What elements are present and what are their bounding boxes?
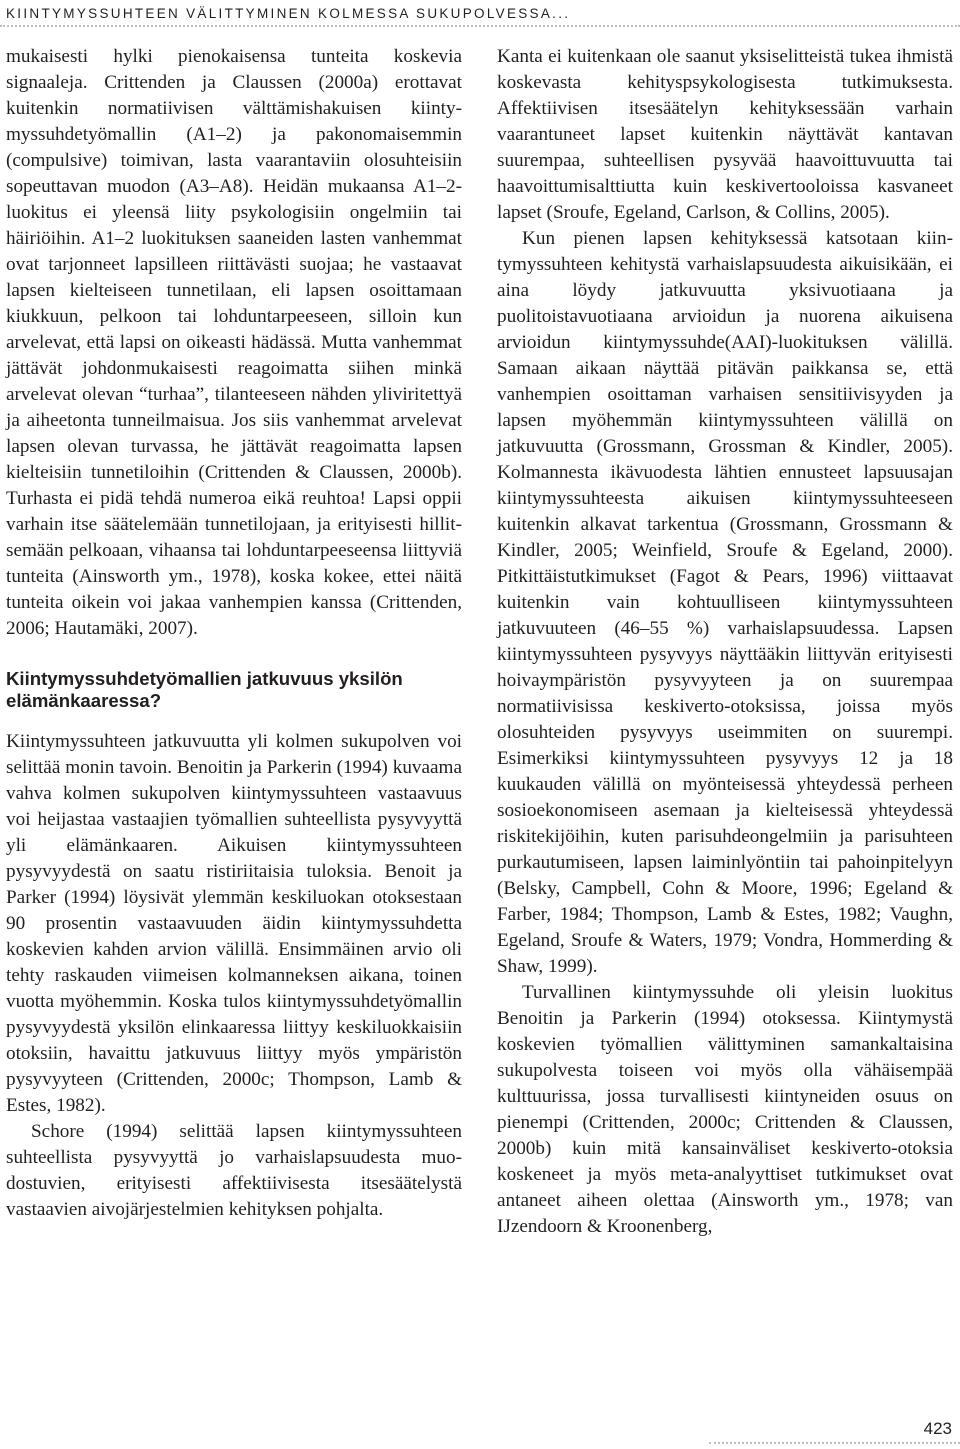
section-heading: Kiintymyssuhdetyömallien jatkuvuus yksilön elämänkaaressa? (6, 668, 403, 711)
running-head: KIINTYMYSSUHTEEN VÄLITTYMINEN KOLMESSA SUKUPOLVESSA... (6, 6, 571, 21)
left-column (6, 44, 462, 1223)
footer-divider (709, 1442, 960, 1444)
left-paragraph-1: mukaisesti hylki pienokaisensa tunteita koskevia signaaleja. Crittenden ja Claussen (2000a) erottavat kuitenkin normatiivisen välttämishakuisen kiintymyssuhdetyömallin (A1–2) ja pakonomaisemmin (compulsive) toimivan, lasta vaarantaviin olosuhteisiin sopeuttavan muodon (A3–A8). Heidän mukaansa A1–2-luokitus ei yleensä liity psykologisiin ongelmiin tai häiriöihin. A1–2 luokituksen saaneiden lasten vanhemmat ovat tarjonneet lapsilleen riittävästi suojaa; he vastaavat lapsen kielteiseen tunnetilaan, eli lapsen osoittamaan kiukkuun, pelkoon tai lohduntarpeeseen, silloin kun arvelevat, että lapsi on oikeasti hädässä. Mutta vanhemmat jättävät johdonmukaisesti reagoimatta siihen minkä arvelevat olevan “turhaa”, tilanteeseen nähden yliviritettyä ja aiheetonta tunneilmaisua. Jos siis vanhemmat arvelevat lapsen olevan turvassa, he jättävät reagoimatta lapsen kielteisiin tunnetiloihin (Crittenden & Claussen, 2000b). Turhasta ei pidä tehdä numeroa eikä reuhtoa! Lapsi oppii varhain itse säätelemään tunnetilojaan, ja erityisesti hillitsemään pelkoaan, vihaansa tai lohduntarpeeseensa liittyviä tunteita (Ainsworth ym., 1978), koska kokee, ettei näitä tunteita oikein voi jakaa vanhempien kanssa (Crittenden, 2006; Hautamäki, 2007). (6, 46, 462, 639)
right-paragraph-3: Turvallinen kiintymyssuhde oli yleisin luokitus Benoitin ja Parkerin (1994) otoksessa. Kiintymystä koskevien työmallien välittyminen samankaltaisina sukupolvesta toiseen voi myös olla vähäisempää kulttuurissa, jossa turvallisesti kiintyneiden osuus on pienempi (Crittenden, 2000c; Crittenden & Claussen, 2000b) kuin mitä kansainväliset keskiverto-otoksia koskeneet ja myös meta-analyyttiset tutkimukset ovat antaneet aiheen olettaa (Ainsworth ym., 1978; van IJzendoorn & Kroonenberg, (497, 982, 953, 1237)
right-paragraph-2: Kun pienen lapsen kehityksessä katsotaan kiintymyssuhteen kehitystä varhaislapsuudesta aikuisikään, ei aina löydy jatkuvuutta yksivuotiaana ja puolitoistavuotiaana arvioidun ja nuorena aikuisena arvioidun kiintymyssuhde(AAI)-luokituksen välillä. Samaan aikaan näyttää pitävän paikkansa se, että vanhempien osoittaman varhaisen sensitiivisyyden ja lapsen myöhemmän kiintymyssuhteen välillä on jatkuvuutta (Grossmann, Grossman & Kindler, 2005). Kolmannesta ikävuodesta lähtien ennusteet lapsuusajan kiintymyssuhteesta aikuisen kiintymyssuhteeseen kuitenkin alkavat tarkentua (Grossmann, Grossmann & Kindler, 2005; Weinfield, Sroufe & Egeland, 2000). Pitkittäistutkimukset (Fagot & Pears, 1996) viittaavat kuitenkin vain kohtuulliseen kiintymyssuhteen jatkuvuuteen (46–55 %) varhaislapsuudessa. Lapsen kiintymyssuhteen pysyvyys näyttääkin liittyvän erityisesti hoivaympäristön pysyvyyteen ja on suurempaa normatiivisissa keskiverto-otoksissa, joissa myös olosuhteiden pysyvyys useimmiten on suurempi. Esimerkiksi kiintymyssuhteen pysyvyys 12 ja 18 kuukauden välillä on myönteisessä yhteydessä perheen sosioekonomiseen asemaan ja kielteisessä yhteydessä riskitekijöihin, kuten parisuhdeongelmiin ja parisuhteen purkautumiseen, lapsen laiminlyöntiin tai pahoinpitelyyn (Belsky, Campbell, Cohn & Moore, 1996; Egeland & Farber, 1984; Thompson, Lamb & Estes, 1982; Vaughn, Egeland, Sroufe & Waters, 1979; Vondra, Hommerding & Shaw, 1999). (497, 228, 953, 977)
right-paragraph-1: Kanta ei kuitenkaan ole saanut yksiselitteistä tukea ihmistä koskevasta kehityspsykologisesta tutkimuksesta. Affektiivisen itsesäätelyn kehityksessään varhain vaarantuneet lapset kuitenkin näyttävät kantavan suurempaa, suhteellisen pysyvää haavoittuvuutta tai haavoittumisalttiutta kuin keskivertooloissa kasvaneet lapset (Sroufe, Egeland, Carlson, & Collins, 2005). (497, 46, 953, 223)
left-paragraph-2: Kiintymyssuhteen jatkuvuutta yli kolmen sukupolven voi selittää monin tavoin. Benoitin ja Parkerin (1994) kuvaama vahva kolmen sukupolven kiintymyssuhteen vastaavuus voi heijastaa vastaajien työmallien suhteellista pysyvyyttä yli elämänkaaren. Aikuisen kiintymyssuhteen pysyvyydestä on saatu ristiriitaisia tuloksia. Benoit ja Parker (1994) löysivät ylemmän keskiluokan otoksestaan 90 prosentin vastaavuuden äidin kiintymyssuhdetta koskevien kahden arvion välillä. Ensimmäinen arvio oli tehty raskauden viimeisen kolmanneksen aikana, toinen vuotta myöhemmin. Koska tulos kiintymyssuhdetyömallin pysyvyydestä yksilön elinkaaressa liittyy keskiluokkaisiin otoksiin, havaittu jatkuvuus liittyy myös ympäristön pysyvyyteen (Crittenden, 2000c; Thompson, Lamb & Estes, 1982). (6, 731, 462, 1116)
right-column (497, 44, 953, 1240)
page-number: 423 (923, 1419, 952, 1438)
header-divider (0, 25, 960, 27)
left-paragraph-3: Schore (1994) selittää lapsen kiintymyssuhteen suhteellista pysyvyyttä jo varhaislapsuudesta muodostuvien, erityisesti affektiivisesta itsesäätelystä vastaavien aivojärjestelmien kehityksen pohjalta. (6, 1121, 462, 1220)
